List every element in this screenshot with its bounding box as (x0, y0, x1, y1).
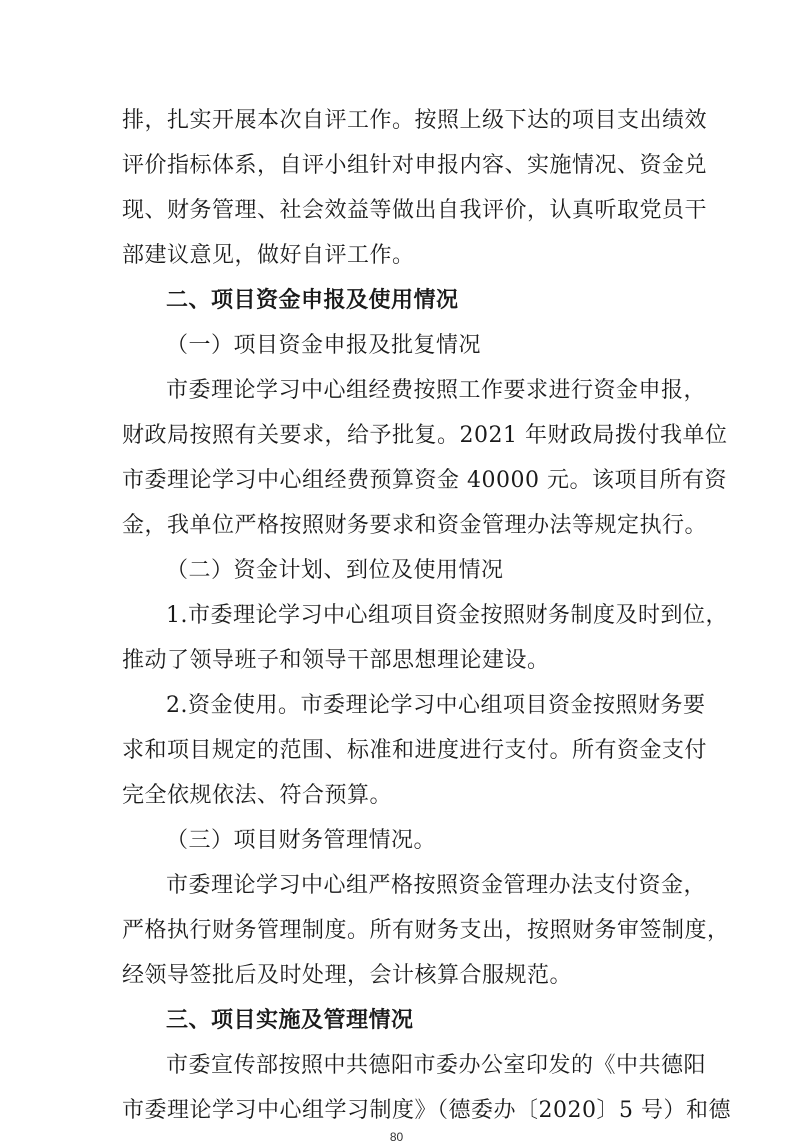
body-line: 市委宣传部按照中共德阳市委办公室印发的《中共德阳 (166, 1053, 707, 1078)
subsection-heading: （二）资金计划、到位及使用情况 (166, 558, 504, 583)
body-line: 排，扎实开展本次自评工作。按照上级下达的项目支出绩效 (122, 108, 708, 133)
body-line: 完全依规依法、符合预算。 (122, 783, 393, 808)
body-line: 推动了领导班子和领导干部思想理论建设。 (122, 648, 550, 673)
body-line: 市委理论学习中心组经费按照工作要求进行资金申报， (166, 378, 707, 403)
subsection-heading: （三）项目财务管理情况。 (166, 828, 437, 853)
body-line: 市委理论学习中心组严格按照资金管理办法支付资金， (166, 873, 707, 898)
body-line: 市委理论学习中心组经费预算资金 40000 元。该项目所有资 (122, 468, 727, 493)
body-line: 财政局按照有关要求，给予批复。2021 年财政局拨付我单位 (122, 423, 728, 448)
subsection-heading: （一）项目资金申报及批复情况 (166, 333, 482, 358)
page-number: 80 (389, 1130, 404, 1144)
body-line: 严格执行财务管理制度。所有财务支出，按照财务审签制度， (122, 918, 730, 943)
body-line: 1.市委理论学习中心组项目资金按照财务制度及时到位， (166, 603, 728, 628)
body-line: 经领导签批后及时处理，会计核算合服规范。 (122, 963, 573, 988)
body-line: 求和项目规定的范围、标准和进度进行支付。所有资金支付 (122, 738, 708, 763)
body-line: 评价指标体系，自评小组针对申报内容、实施情况、资金兑 (122, 153, 708, 178)
body-line: 部建议意见，做好自评工作。 (122, 243, 415, 268)
body-line: 金，我单位严格按照财务要求和资金管理办法等规定执行。 (122, 513, 708, 538)
body-line: 市委理论学习中心组学习制度》（德委办〔2020〕5 号）和德 (122, 1098, 731, 1123)
section-heading: 三、项目实施及管理情况 (166, 1008, 414, 1033)
section-heading: 二、项目资金申报及使用情况 (166, 288, 459, 313)
body-line: 2.资金使用。市委理论学习中心组项目资金按照财务要 (166, 693, 706, 718)
body-line: 现、财务管理、社会效益等做出自我评价，认真听取党员干 (122, 198, 708, 223)
